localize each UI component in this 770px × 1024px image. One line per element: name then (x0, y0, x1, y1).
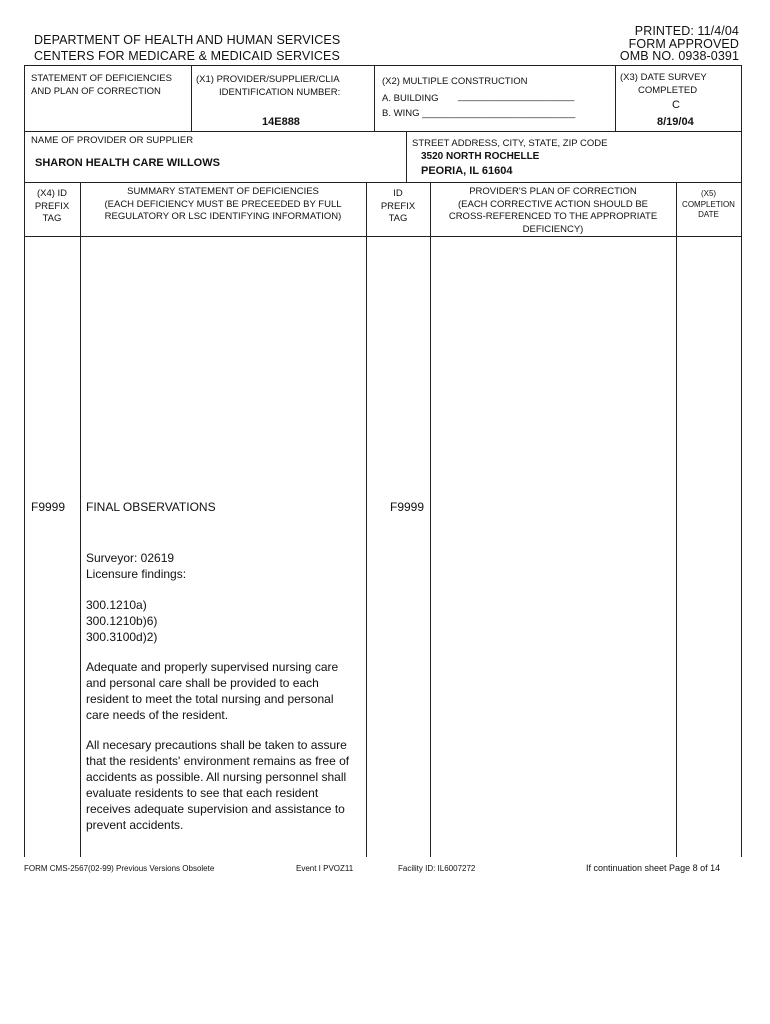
paragraph-line: accidents as possible. All nursing personnel shall (86, 770, 347, 784)
x5-header-line-1: (X5) (700, 189, 717, 198)
id-header-line-2: PREFIX (380, 200, 416, 212)
tag-left: F9999 (31, 500, 66, 514)
paragraph-2 (86, 737, 349, 833)
divider-x1 (191, 65, 192, 131)
plan-header-line-1: PROVIDER'S PLAN OF CORRECTION (469, 186, 637, 197)
surveyor-block (86, 550, 186, 582)
regulations-block (86, 597, 157, 645)
statement-label-1: STATEMENT OF DEFICIENCIES (31, 73, 172, 84)
building-blank: ______________________ (458, 91, 575, 102)
paragraph-line: All necesary precautions shall be taken to assure (86, 738, 347, 752)
footer-page: If continuation sheet Page 8 of 14 (586, 863, 721, 873)
wing-label: B. WING _____________________________ (382, 108, 576, 119)
x2-label: (X2) MULTIPLE CONSTRUCTION (382, 76, 528, 87)
row-divider-1 (24, 131, 742, 132)
plan-header-line-4: DEFICIENCY) (522, 223, 584, 235)
x4-header (24, 188, 80, 226)
paragraph-line: resident to meet the total nursing and personal (86, 692, 334, 706)
divider-x2 (374, 65, 375, 131)
licensure-line: Licensure findings: (86, 567, 187, 581)
divider-col-plan (676, 182, 677, 857)
x3-value: 8/19/04 (657, 116, 694, 128)
building-label: A. BUILDING (382, 93, 439, 104)
divider-address (406, 131, 407, 182)
paragraph-line: Adequate and properly supervised nursing care (86, 660, 339, 674)
id-header (366, 188, 430, 226)
footer-form: FORM CMS-2567(02-99) Previous Versions Obsolete (24, 864, 215, 873)
divider-col-summary (366, 182, 367, 857)
tag-right: F9999 (390, 500, 425, 514)
statement-label-2: AND PLAN OF CORRECTION (31, 86, 161, 97)
paragraph-line: and personal care shall be provided to each (86, 676, 319, 690)
x3-label-2: COMPLETED (638, 85, 698, 96)
omb-number: OMB NO. 0938-0391 (619, 49, 739, 63)
row-divider-2 (24, 182, 742, 183)
paragraph-1 (86, 659, 338, 723)
left-border (24, 65, 25, 857)
paragraph-line: prevent accidents. (86, 818, 184, 832)
address-label: STREET ADDRESS, CITY, STATE, ZIP CODE (412, 138, 608, 149)
paragraph-line: receives adequate supervision and assistance to (86, 802, 345, 816)
x1-label-1: (X1) PROVIDER/SUPPLIER/CLIA (196, 74, 340, 85)
regulation-line: 300.3100d)2) (86, 630, 158, 644)
form-approved: FORM APPROVED (628, 37, 739, 51)
divider-col-id (430, 182, 431, 857)
right-border (741, 65, 742, 857)
summary-header (80, 186, 366, 224)
summary-header-line-1: SUMMARY STATEMENT OF DEFICIENCIES (127, 186, 319, 197)
footer-event: Event I PVOZ11 (296, 864, 354, 873)
regulation-line: 300.1210b)6) (86, 614, 158, 628)
x5-header-line-2: COMPLETION (682, 199, 735, 209)
divider-x3 (615, 65, 616, 131)
paragraph-line: that the residents' environment remains as free of (86, 754, 350, 768)
paragraph-line: evaluate residents to see that each resident (86, 786, 319, 800)
id-header-line-1: ID (393, 188, 403, 199)
id-header-line-3: TAG (388, 213, 408, 224)
entry-title: FINAL OBSERVATIONS (86, 500, 216, 514)
x4-header-line-3: TAG (42, 213, 62, 224)
x5-header-line-3: DATE (698, 210, 719, 219)
address-line-2: PEORIA, IL 61604 (421, 165, 513, 177)
footer-facility: Facility ID: IL6007272 (398, 864, 476, 873)
plan-header-line-3: CROSS-REFERENCED TO THE APPROPRIATE (448, 211, 658, 222)
surveyor-line: Surveyor: 02619 (86, 551, 175, 565)
address-line-1: 3520 NORTH ROCHELLE (421, 151, 540, 162)
x3-label-1: (X3) DATE SURVEY (620, 72, 707, 83)
summary-header-line-2: (EACH DEFICIENCY MUST BE PRECEEDED BY FULL (104, 198, 342, 210)
summary-header-line-3: REGULATORY OR LSC IDENTIFYING INFORMATION) (104, 211, 342, 222)
x1-value: 14E888 (262, 116, 300, 128)
provider-name-label: NAME OF PROVIDER OR SUPPLIER (31, 135, 194, 146)
x1-label-2: IDENTIFICATION NUMBER: (219, 87, 341, 98)
divider-col-tag (80, 182, 81, 857)
plan-header (430, 186, 676, 236)
top-border (24, 65, 742, 66)
x4-header-line-1: (X4) ID (36, 188, 68, 199)
printed-date: PRINTED: 11/4/04 (634, 24, 739, 38)
x3-mark: C (672, 99, 680, 111)
plan-header-line-2: (EACH CORRECTIVE ACTION SHOULD BE (457, 198, 649, 210)
agency-line-1: DEPARTMENT OF HEALTH AND HUMAN SERVICES (34, 33, 341, 47)
agency-line-2: CENTERS FOR MEDICARE & MEDICAID SERVICES (34, 49, 340, 63)
x4-header-line-2: PREFIX (34, 200, 70, 212)
provider-name: SHARON HEALTH CARE WILLOWS (35, 157, 220, 169)
regulation-line: 300.1210a) (86, 598, 147, 612)
x5-header (676, 189, 741, 221)
paragraph-line: care needs of the resident. (86, 708, 229, 722)
header-bottom-border (24, 236, 742, 237)
